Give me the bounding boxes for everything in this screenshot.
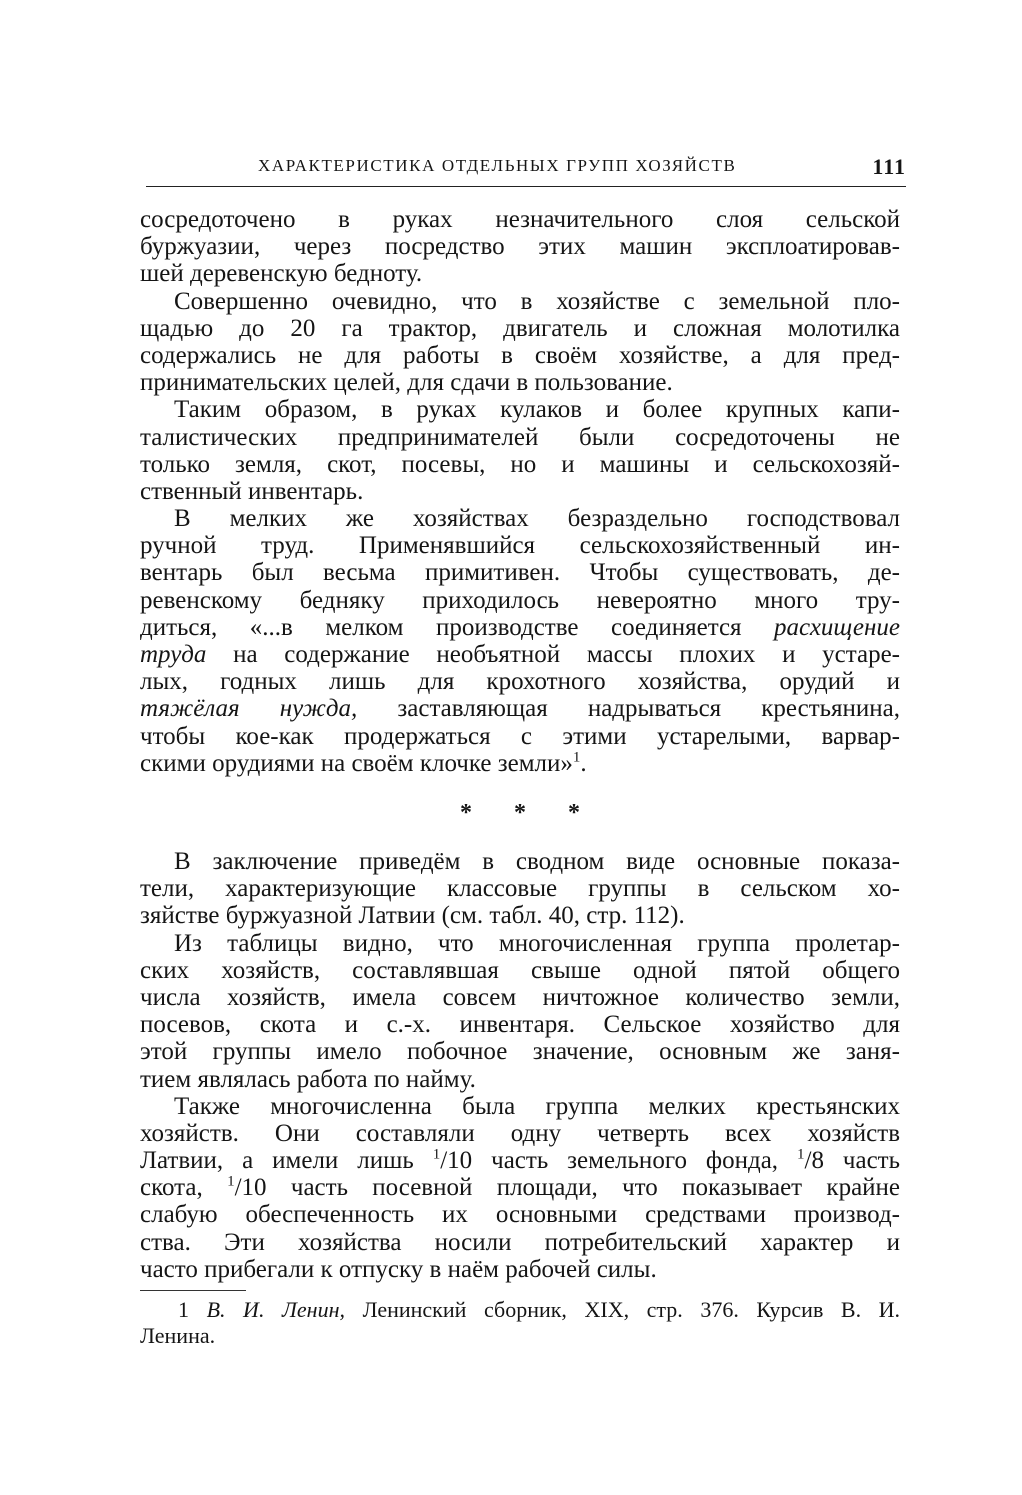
italic-emphasis: труда — [140, 641, 207, 668]
footnote-divider — [140, 1290, 246, 1291]
footnote-author: В. И. Ленин, — [206, 1297, 345, 1322]
text-segment: на содержание необъятной массы плохих и устаре- — [233, 641, 901, 668]
text-line: сосредоточено в руках незначительного слоя сельской — [140, 206, 900, 233]
fraction-numerator: 1 — [432, 1146, 441, 1163]
text-line: слабую обеспеченность их основными средствами производ- — [140, 1201, 900, 1229]
text-line: ства. Эти хозяйства носили потребительский характер и — [140, 1228, 900, 1256]
text-segment: часть — [842, 1147, 900, 1175]
footnote-ref: 1 — [572, 749, 581, 766]
paragraph-start-line: Таким образом, в руках кулаков и более крупных капи- — [174, 396, 900, 424]
text-line: хозяйств. Они составляли одну четверть всех хозяйств — [140, 1119, 900, 1147]
paragraph-start-line: Также многочисленна была группа мелких крестьянских — [174, 1092, 900, 1120]
fraction-numerator: 1 — [797, 1146, 805, 1163]
fraction-denominator: /10 — [440, 1147, 473, 1175]
text-segment: часть земельного фонда, — [491, 1147, 779, 1175]
page-number: 111 — [872, 154, 906, 179]
text-line: талистических предпринимателей были сосредоточены не — [140, 423, 900, 451]
text-line — [140, 641, 900, 668]
text-segment: . — [580, 749, 587, 777]
text-line: содержались не для работы в своём хозяйстве, а для пред- — [140, 341, 900, 369]
text-line — [140, 695, 900, 722]
running-title: ХАРАКТЕРИСТИКА ОТДЕЛЬНЫХ ГРУПП ХОЗЯЙСТВ — [258, 156, 737, 175]
text-line: ручной труд. Применявшийся сельскохозяйственный ин- — [140, 532, 900, 560]
text-line: принимательских целей, для сдачи в пользование. — [140, 369, 673, 397]
text-line — [140, 614, 900, 641]
text-line: ских хозяйств, составлявшая свыше одной пятой общего — [140, 956, 900, 984]
footnote-text: Ленинский сборник, XIX, стр. 376. Курсив В. И. — [362, 1297, 901, 1322]
paragraph-start-line: В мелких же хозяйствах безраздельно господствовал — [174, 505, 900, 533]
fraction-numerator: 1 — [227, 1173, 235, 1190]
footnote-line — [140, 1297, 900, 1323]
footnote — [140, 1297, 900, 1349]
body-text-part1 — [140, 206, 900, 777]
text-line: посевов, скота и с.-х. инвентаря. Сельское хозяйство для — [140, 1011, 900, 1039]
text-line: этой группы имело побочное значение, основным же заня- — [140, 1038, 900, 1066]
text-line: ревенскому бедняку приходилось невероятно много тру- — [140, 586, 900, 614]
text-line: часто прибегали к отпуску в наём рабочей силы. — [140, 1255, 657, 1283]
text-segment: скота, — [140, 1174, 203, 1202]
section-separator — [460, 800, 580, 827]
text-segment: диться, «...в мелком производстве соединяется — [140, 613, 742, 641]
text-line: числа хозяйств, имела совсем ничтожное количество земли, — [140, 983, 900, 1011]
text-line: тием являлась работа по найму. — [140, 1065, 476, 1093]
text-segment: Латвии, а имели лишь — [140, 1147, 414, 1175]
text-line: лых, годных лишь для крохотного хозяйства, орудий и — [140, 668, 900, 696]
page-header — [146, 150, 906, 187]
fraction-denominator: /10 — [234, 1174, 267, 1202]
text-line: тели, характеризующие классовые группы в сельском хо- — [140, 875, 900, 903]
text-line — [140, 1174, 900, 1201]
italic-emphasis: тяжёлая нужда, — [140, 695, 358, 723]
text-line: вентарь был весьма примитивен. Чтобы существовать, де- — [140, 559, 900, 587]
text-segment: часть посевной площади, что показывает крайне — [290, 1174, 901, 1202]
italic-emphasis: расхищение — [774, 613, 900, 641]
footnote-line: Ленина. — [140, 1323, 216, 1348]
text-line: только земля, скот, посевы, но и машины и сельскохозяй- — [140, 450, 900, 478]
body-text-part2 — [140, 848, 900, 1283]
asterisk: * — [514, 800, 526, 826]
paragraph-start-line: Из таблицы видно, что многочисленная группа пролетар- — [174, 929, 900, 957]
text-line: чтобы кое-как продержаться с этими устарелыми, варвар- — [140, 722, 900, 750]
text-line — [140, 1147, 900, 1174]
text-line: зяйстве буржуазной Латвии (см. табл. 40, стр. 112). — [140, 902, 685, 930]
paragraph-start-line: В заключение приведём в сводном виде основные показа- — [174, 848, 900, 875]
text-line: буржуазии, через посредство этих машин эксплоатировав- — [140, 233, 900, 261]
text-line: щадью до 20 га трактор, двигатель и сложная молотилка — [140, 314, 900, 342]
text-segment: скими орудиями на своём клочке земли» — [140, 749, 573, 777]
text-line — [140, 750, 900, 777]
paragraph-start-line: Совершенно очевидно, что в хозяйстве с земельной пло- — [174, 287, 900, 315]
footnote-marker: 1 — [178, 1297, 189, 1322]
asterisk: * — [568, 800, 580, 826]
fraction-denominator: /8 — [804, 1147, 824, 1175]
text-segment: заставляющая надрываться крестьянина, — [397, 695, 901, 723]
text-line: ственный инвентарь. — [140, 477, 364, 505]
text-line: шей деревенскую бедноту. — [140, 260, 423, 288]
asterisk: * — [460, 800, 472, 826]
